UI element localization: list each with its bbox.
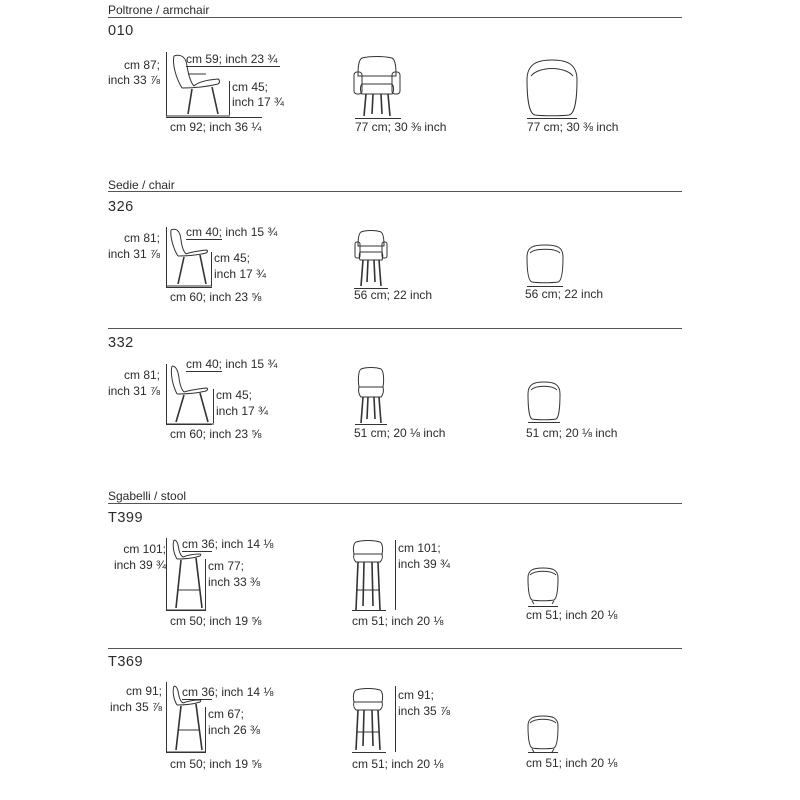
armchair-front-view: [352, 56, 402, 118]
seat-height-inch-label: inch 26 ⅜: [208, 723, 261, 737]
stool-side-view: [166, 538, 210, 612]
front-width-label: 51 cm; 20 ⅛ inch: [354, 426, 446, 440]
seat-height-cm-label: cm 45;: [216, 388, 253, 402]
depth-dimension-line: [166, 610, 206, 611]
front-width-dimension-line: [355, 118, 401, 119]
chair-top-view: [526, 380, 562, 422]
height-inch-label: inch 39 ¾: [113, 558, 166, 572]
height-inch-label: inch 33 ⅞: [107, 73, 160, 87]
seat-height-cm-label: cm 67;: [208, 707, 245, 721]
seat-height-inch-label: inch 17 ¾: [216, 404, 269, 418]
depth-label: cm 60; inch 23 ⅝: [170, 427, 262, 441]
front-width-dimension-line: [355, 424, 387, 425]
front-height-inch-label: inch 39 ¾: [398, 557, 451, 571]
top-width-label: cm 51; inch 20 ⅛: [526, 756, 618, 770]
depth-label: cm 50; inch 19 ⅝: [170, 757, 262, 771]
height-inch-label: inch 31 ⅞: [107, 247, 160, 261]
height-cm-label: cm 87;: [123, 58, 160, 72]
front-height-dimension-line: [395, 540, 396, 610]
depth-label: cm 60; inch 23 ⅝: [170, 290, 262, 304]
seat-depth-label: cm 36; inch 14 ⅛: [182, 537, 274, 551]
stool-side-view: [166, 684, 210, 754]
product-code: T369: [108, 654, 144, 670]
front-width-dimension-line: [352, 610, 386, 611]
top-width-dimension-line: [527, 118, 577, 119]
height-inch-label: inch 31 ⅞: [107, 384, 160, 398]
chair-side-view: [166, 364, 216, 426]
seat-depth-label: cm 40; inch 15 ¾: [186, 225, 278, 239]
height-cm-label: cm 91;: [125, 684, 162, 698]
top-width-label: cm 51; inch 20 ⅛: [526, 608, 618, 622]
height-cm-label: cm 81;: [123, 368, 160, 382]
seat-height-inch-label: inch 17 ¾: [232, 95, 285, 109]
depth-dimension-line: [166, 117, 262, 118]
front-width-dimension-line: [352, 752, 386, 753]
seat-height-inch-label: inch 17 ¾: [214, 267, 267, 281]
depth-dimension-line: [166, 752, 206, 753]
top-width-label: 77 cm; 30 ⅜ inch: [527, 120, 619, 134]
front-height-inch-label: inch 35 ⅞: [398, 704, 451, 718]
top-width-label: 51 cm; 20 ⅛ inch: [526, 426, 618, 440]
front-height-cm-label: cm 101;: [398, 541, 441, 555]
seat-height-cm-label: cm 45;: [214, 251, 251, 265]
section-divider: [108, 17, 682, 18]
stool-front-view: [350, 540, 386, 612]
depth-dimension-line: [166, 424, 212, 425]
product-code: 010: [108, 23, 134, 39]
depth-dimension-line: [166, 287, 212, 288]
armchair-top-view: [525, 58, 579, 118]
depth-label: cm 50; inch 19 ⅝: [170, 614, 262, 628]
armchair-side-view: [166, 52, 236, 122]
product-code: T399: [108, 510, 144, 526]
section-divider: [108, 328, 682, 329]
seat-height-cm-label: cm 45;: [232, 80, 269, 94]
front-height-dimension-line: [395, 686, 396, 752]
seat-depth-label: cm 40; inch 15 ¾: [186, 357, 278, 371]
depth-label: cm 92; inch 36 ¼: [170, 120, 262, 134]
height-cm-label: cm 101;: [123, 542, 166, 556]
front-height-cm-label: cm 91;: [398, 688, 435, 702]
chair-front-view: [356, 367, 386, 425]
section-divider: [108, 503, 682, 504]
seat-height-cm-label: cm 77;: [208, 559, 245, 573]
height-cm-label: cm 81;: [123, 231, 160, 245]
seat-height-inch-label: inch 33 ⅜: [208, 575, 261, 589]
section-divider: [108, 648, 682, 649]
chair-top-view: [525, 243, 565, 285]
seat-depth-label: cm 59; inch 23 ¾: [186, 52, 278, 66]
section-divider: [108, 191, 682, 192]
stool-top-view: [526, 714, 560, 754]
front-width-label: cm 51; inch 20 ⅛: [352, 757, 444, 771]
seat-depth-label: cm 36; inch 14 ⅛: [182, 685, 274, 699]
chair-side-view: [166, 226, 216, 290]
top-width-dimension-line: [528, 422, 560, 423]
front-width-label: 56 cm; 22 inch: [354, 288, 433, 302]
top-width-label: 56 cm; 22 inch: [525, 287, 604, 301]
stool-top-view: [526, 566, 560, 606]
section-title-chair: Sedie / chair: [108, 178, 175, 192]
front-width-label: cm 51; inch 20 ⅛: [352, 614, 444, 628]
section-title-armchair: Poltrone / armchair: [108, 3, 210, 17]
chair-front-view: [354, 230, 388, 288]
section-title-stool: Sgabelli / stool: [108, 489, 187, 503]
front-width-label: 77 cm; 30 ⅜ inch: [355, 120, 447, 134]
height-inch-label: inch 35 ⅞: [109, 700, 162, 714]
product-code: 332: [108, 335, 134, 351]
stool-front-view: [350, 688, 386, 752]
top-width-dimension-line: [528, 606, 558, 607]
product-code: 326: [108, 199, 134, 215]
top-width-dimension-line: [528, 752, 558, 753]
